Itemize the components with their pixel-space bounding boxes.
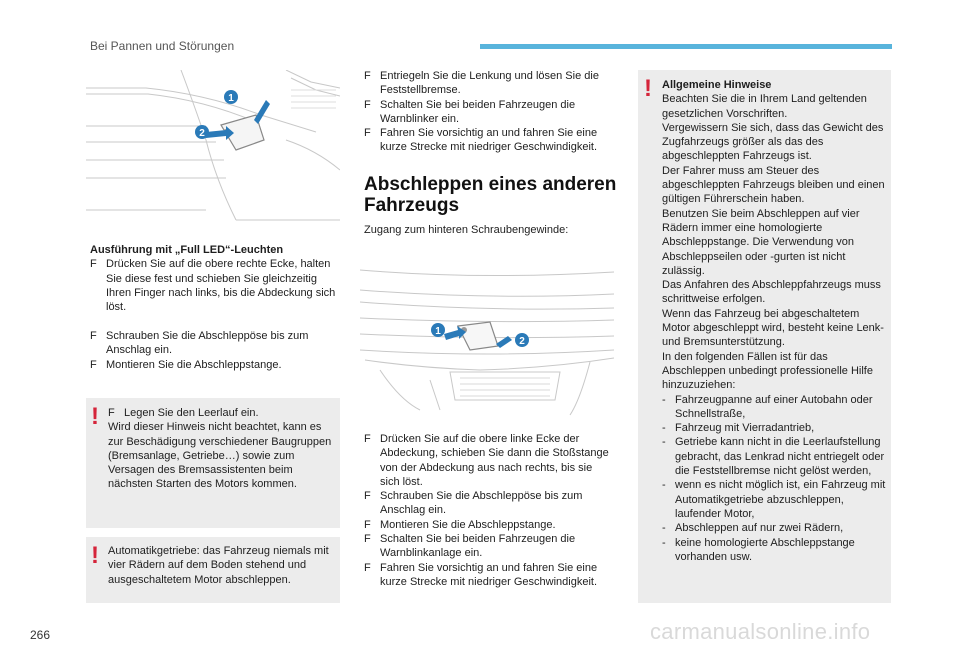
list-item: F Legen Sie den Leerlauf ein. <box>108 407 259 419</box>
list-item: - Getriebe kann nicht in die Leerlaufstellung gebracht, das Lenkrad nicht entriegelt oder die Feststellbremse nicht gelöst werden, <box>662 436 885 478</box>
callout-2: 2 <box>519 336 525 347</box>
callout-1: 1 <box>435 326 441 337</box>
warning-icon: ! <box>91 542 99 569</box>
rear-bumper-illustration <box>360 250 614 420</box>
notes-paragraph: Wenn das Fahrzeug bei abgeschaltetem Motor abgeschleppt wird, besteht keine Lenk- und Bremsunterstützung. <box>662 307 884 349</box>
general-notes-box <box>638 70 891 603</box>
notes-paragraph: Benutzen Sie beim Abschleppen auf vier Rädern immer eine homologierte Abschleppstange. Die Verwendung von Abschleppseilen oder -gurten ist nicht zulässig. <box>662 207 860 277</box>
list-item: - Fahrzeug mit Vierradantrieb, <box>662 422 815 435</box>
callout-2: 2 <box>199 128 205 139</box>
list-item: - keine homologierte Abschleppstange vorhanden usw. <box>662 536 855 563</box>
intro-text: Zugang zum hinteren Schraubengewinde: <box>364 224 569 236</box>
front-bumper-illustration <box>86 70 340 236</box>
notes-paragraph: Das Anfahren des Abschleppfahrzeugs muss schrittweise erfolgen. <box>662 279 881 306</box>
list-item: F Fahren Sie vorsichtig an und fahren Sie eine kurze Strecke mit niedriger Geschwindigkeit. <box>364 127 598 154</box>
notes-paragraph: In den folgenden Fällen ist für das Abschleppen unbedingt professionelle Hilfe hinzuzuziehen: <box>662 350 873 392</box>
list-item: F Drücken Sie auf die obere rechte Ecke, halten Sie diese fest und schieben Sie gleichzeitig Ihren Finger nach links, bis die Abdeckung sich löst. <box>90 258 336 314</box>
list-item: F Schrauben Sie die Abschleppöse bis zum Anschlag ein. <box>90 330 309 357</box>
warning-text: Automatikgetriebe: das Fahrzeug niemals mit vier Rädern auf dem Boden stehend und ausgeschaltetem Motor abschleppen. <box>108 545 329 586</box>
notes-paragraph: Beachten Sie die in Ihrem Land geltenden gesetzlichen Vorschriften. <box>662 93 867 120</box>
warning-text: Wird dieser Hinweis nicht beachtet, kann es zur Beschädigung verschiedener Baugruppen (Bremsanlage, Getriebe…) sowie zum Versagen des Bremsassistenten beim nächsten Starten des Motors kommen. <box>108 421 332 491</box>
notes-paragraph: Vergewissern Sie sich, dass das Gewicht des Zugfahrzeugs größer als das des abgeschleppten Fahrzeugs ist. <box>662 121 884 163</box>
list-item: F Entriegeln Sie die Lenkung und lösen Sie die Feststellbremse. <box>364 70 599 97</box>
list-item: F Montieren Sie die Abschleppstange. <box>90 358 282 371</box>
list-item: F Montieren Sie die Abschleppstange. <box>364 518 556 531</box>
list-item: F Schalten Sie bei beiden Fahrzeugen die Warnblinker ein. <box>364 98 576 125</box>
col1-instructions-2 <box>90 329 342 372</box>
list-item: - wenn es nicht möglich ist, ein Fahrzeug mit Automatikgetriebe abzuschleppen, laufender Motor, <box>662 479 886 520</box>
notes-paragraph: Der Fahrer muss am Steuer des abgeschleppten Fahrzeugs bleiben und einen gültigen Führerschein haben. <box>662 164 885 206</box>
col1-instructions <box>90 243 342 314</box>
warning-icon: ! <box>91 403 99 430</box>
warning-box-neutral <box>86 398 340 528</box>
list-item: F Fahren Sie vorsichtig an und fahren Sie eine kurze Strecke mit niedriger Geschwindigkeit. <box>364 561 598 588</box>
list-item: F Schalten Sie bei beiden Fahrzeugen die Warnblinkanlage ein. <box>364 533 576 560</box>
section-title: Abschleppen eines anderen Fahrzeugs <box>364 174 617 216</box>
warning-icon: ! <box>644 75 652 102</box>
variant-heading: Ausführung mit „Full LED“-Leuchten <box>90 244 284 256</box>
watermark: carmanualsonline.info <box>650 619 871 644</box>
header-accent-bar <box>480 44 892 49</box>
warning-box-automatic <box>86 537 340 603</box>
header-title: Bei Pannen und Störungen <box>90 39 235 53</box>
list-item: F Schrauben Sie die Abschleppöse bis zum Anschlag ein. <box>364 490 583 517</box>
list-item: F Drücken Sie auf die obere linke Ecke der Abdeckung, schieben Sie dann die Stoßstange von der Abdeckung aus nach rechts, bis sie sich löst. <box>364 433 609 488</box>
callout-1: 1 <box>228 93 234 104</box>
col2-instructions-top <box>364 69 614 155</box>
page-number: 266 <box>30 628 51 642</box>
list-item: - Fahrzeugpanne auf einer Autobahn oder Schnellstraße, <box>662 393 873 420</box>
col2-instructions-bottom <box>364 432 614 589</box>
list-item: - Abschleppen auf nur zwei Rädern, <box>662 522 844 535</box>
notes-title: Allgemeine Hinweise <box>662 79 772 91</box>
